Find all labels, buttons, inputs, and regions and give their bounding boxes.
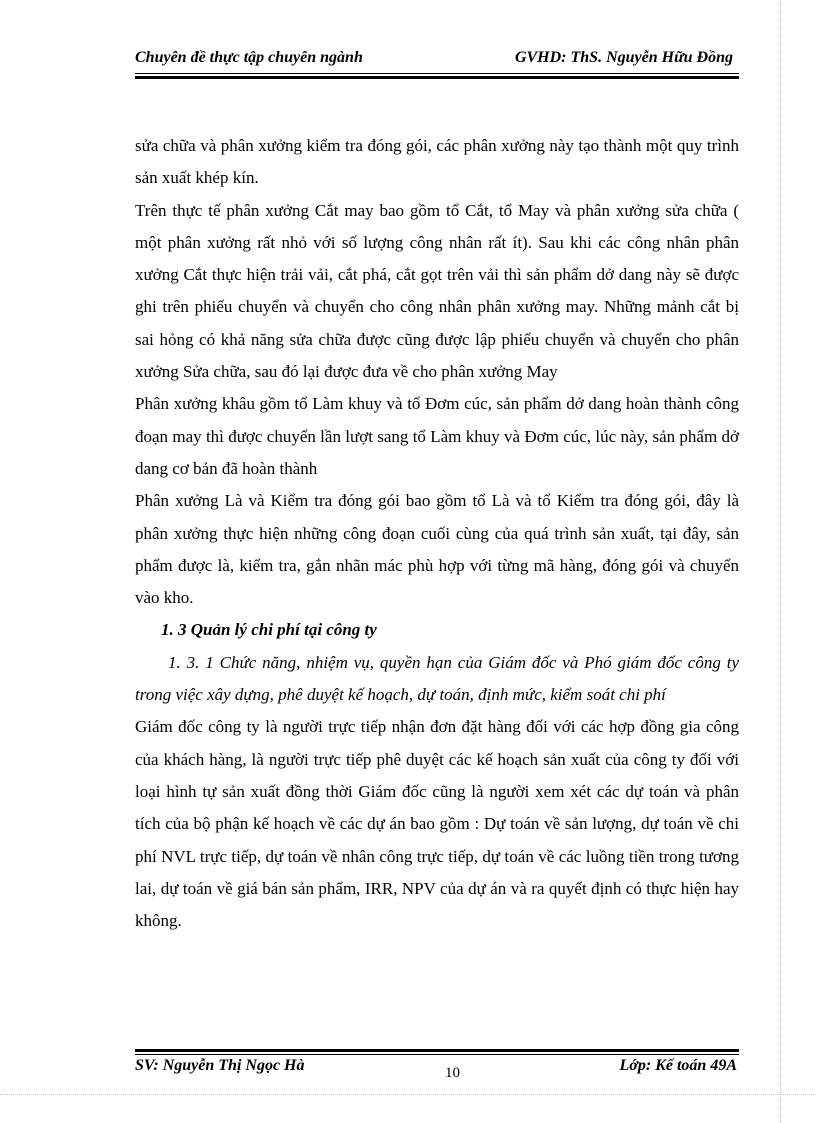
page-footer	[135, 1055, 739, 1085]
page-edge-right	[780, 0, 781, 1123]
paragraph-2: Trên thực tế phân xưởng Cắt may bao gồm tổ Cắt, tổ May và phân xưởng sửa chữa ( một phân xưởng rất nhỏ với số lượng công nhân rất ít). Sau khi các công nhân phân xưởng Cắt thực hiện trải vải, cắt phá, cắt gọt trên vải thì sản phẩm dở dang này sẽ được ghi trên phiếu chuyển và chuyển cho công nhân phân xưởng may. Những mảnh cắt bị sai hỏng có khả năng sửa chữa được cũng được lập phiếu chuyển và chuyển cho phân xưởng Sửa chữa, sau đó lại được đưa về cho phân xưởng May	[135, 200, 739, 382]
header-rule-thin	[135, 73, 739, 74]
page-edge-bottom	[0, 1094, 816, 1095]
footer-student: SV: Nguyễn Thị Ngọc Hà	[135, 1057, 305, 1074]
page-body	[135, 130, 739, 937]
header-rule-thick	[135, 76, 739, 79]
footer-class: Lớp: Kế toán 49A	[619, 1057, 737, 1074]
footer-rule-thick	[135, 1049, 739, 1052]
paragraph-5: Giám đốc công ty là người trực tiếp nhận đơn đặt hàng đối với các hợp đồng gia công của khách hàng, là người trực tiếp phê duyệt các kế hoạch sản xuất của công ty đối với loại hình tự sản xuất đồng thời Giám đốc cũng là người xem xét các dự toán và phân tích của bộ phận kế hoạch về các dự án bao gồm : Dự toán về sản lượng, dự toán về chi phí NVL trực tiếp, dự toán về nhân công trực tiếp, dự toán về các luồng tiền trong tương lai, dự toán về giá bán sản phẩm, IRR, NPV của dự án và ra quyết định có thực hiện hay không.	[135, 717, 739, 931]
section-heading: 1. 3 Quản lý chi phí tại công ty	[161, 620, 377, 640]
paragraph-1: sửa chữa và phân xưởng kiểm tra đóng gói, các phân xưởng này tạo thành một quy trình sản xuất khép kín.	[135, 136, 739, 188]
page-number: 10	[445, 1065, 460, 1081]
paragraph-3: Phân xưởng khâu gồm tổ Làm khuy và tổ Đơm cúc, sản phẩm dở dang hoàn thành công đoạn may thì được chuyển lần lượt sang tổ Làm khuy và Đơm cúc, lúc này, sản phẩm dở dang cơ bản đã hoàn thành	[135, 394, 739, 478]
subsection-heading: 1. 3. 1 Chức năng, nhiệm vụ, quyền hạn của Giám đốc và Phó giám đốc công ty trong việc xây dựng, phê duyệt kế hoạch, dự toán, định mức, kiểm soát chi phí	[135, 652, 739, 705]
header-right-advisor: GVHD: ThS. Nguyễn Hữu Đồng	[514, 49, 733, 66]
page-header	[135, 46, 739, 72]
header-left-title: Chuyên đề thực tập chuyên ngành	[135, 49, 363, 66]
paragraph-4: Phân xưởng Là và Kiểm tra đóng gói bao gồm tổ Là và tổ Kiểm tra đóng gói, đây là phân xưởng thực hiện những công đoạn cuối cùng của quá trình sản xuất, tại đây, sản phẩm được là, kiểm tra, gắn nhãn mác phù hợp với từng mã hàng, đóng gói và chuyển vào kho.	[135, 491, 739, 608]
